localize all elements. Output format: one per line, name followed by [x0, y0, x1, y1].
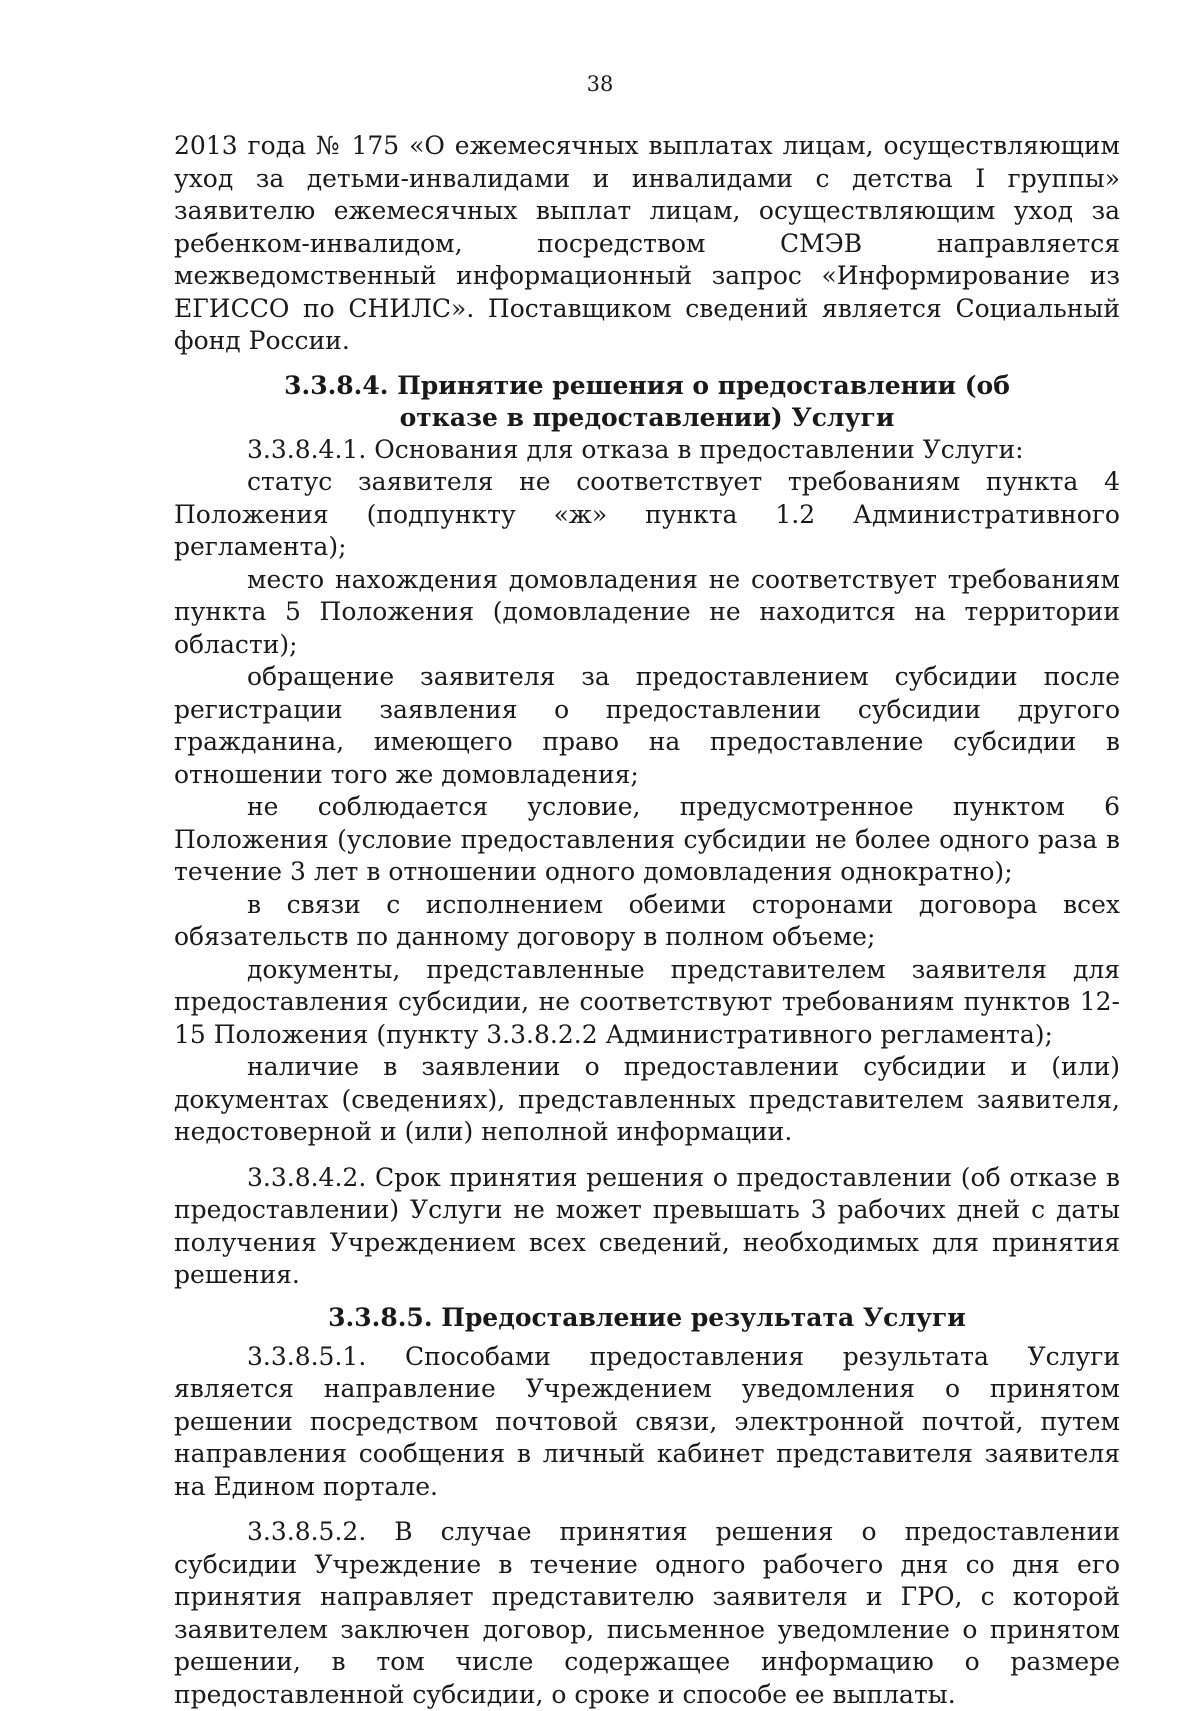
document-body	[174, 130, 1120, 1711]
paragraph-3-3-8-4-1-intro: 3.3.8.4.1. Основания для отказа в предоставлении Услуги:	[247, 434, 1024, 464]
refusal-ground-item: статус заявителя не соответствует требованиям пункта 4 Положения (подпункту «ж» пункта 1.2 Административного регламента);	[174, 467, 1120, 561]
refusal-ground-item: не соблюдается условие, предусмотренное пунктом 6 Положения (условие предоставления субсидии не более одного раза в течение 3 лет в отношении одного домовладения однократно);	[174, 792, 1120, 886]
heading-3-3-8-5: 3.3.8.5. Предоставление результата Услуги	[328, 1302, 966, 1332]
refusal-ground-item: обращение заявителя за предоставлением субсидии после регистрации заявления о предоставлении субсидии другого гражданина, имеющего право на предоставление субсидии в отношении того же домовладения;	[174, 662, 1120, 789]
paragraph-3-3-8-4-2: 3.3.8.4.2. Срок принятия решения о предоставлении (об отказе в предоставлении) Услуги не может превышать 3 рабочих дней с даты получения Учреждением всех сведений, необходимых для принятия решения.	[174, 1162, 1120, 1289]
paragraph-intro: 2013 года № 175 «О ежемесячных выплатах лицам, осуществляющим уход за детьми-инвалидами и инвалидами с детства I группы» заявителю ежемесячных выплат лицам, осуществляющим уход за ребенком-инвалидом, посредством СМЭВ направляется межведомственный информационный запрос «Информирование из ЕГИССО по СНИЛС». Поставщиком сведений является Социальный фонд России.	[174, 131, 1120, 355]
refusal-ground-item: документы, представленные представителем заявителя для предоставления субсидии, не соответствуют требованиям пунктов 12-15 Положения (пункту 3.3.8.2.2 Административного регламента);	[174, 954, 1120, 1049]
refusal-ground-item: в связи с исполнением обеими сторонами договора всех обязательств по данному договору в полном объеме;	[174, 889, 1120, 951]
page-number: 38	[586, 72, 614, 96]
paragraph-3-3-8-5-1: 3.3.8.5.1. Способами предоставления результата Услуги является направление Учреждением уведомления о принятом решении посредством почтовой связи, электронной почтой, путем направления сообщения в личный кабинет представителя заявителя на Едином портале.	[174, 1341, 1120, 1501]
heading-3-3-8-4: 3.3.8.4. Принятие решения о предоставлении (об отказе в предоставлении) Услуги	[284, 370, 1010, 432]
paragraph-3-3-8-5-2: 3.3.8.5.2. В случае принятия решения о предоставлении субсидии Учреждение в течение одного рабочего дня со дня его принятия направляет представителю заявителя и ГРО, с которой заявителем заключен договор, письменное уведомление о принятом решении, в том числе содержащее информацию о размере предоставленной субсидии, о сроке и способе ее выплаты.	[174, 1517, 1120, 1709]
refusal-ground-item: наличие в заявлении о предоставлении субсидии и (или) документах (сведениях), представленных представителем заявителя, недостоверной и (или) неполной информации.	[174, 1052, 1120, 1146]
refusal-ground-item: место нахождения домовладения не соответствует требованиям пункта 5 Положения (домовладение не находится на территории области);	[174, 564, 1120, 659]
